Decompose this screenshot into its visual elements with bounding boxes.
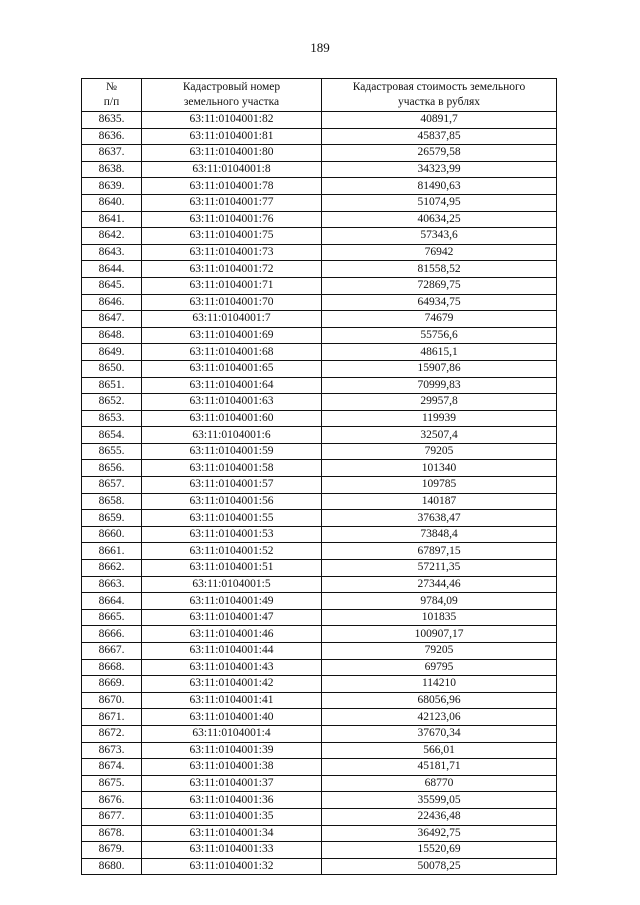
table-row [82,759,557,776]
cadastral-value: 32507,4 [322,427,557,444]
cadastral-number: 63:11:0104001:81 [142,128,322,145]
header-index-line2: п/п [103,96,120,108]
cadastral-number: 63:11:0104001:56 [142,493,322,510]
row-index: 8659. [82,510,142,527]
cadastral-value: 26579,58 [322,145,557,162]
cadastral-number: 63:11:0104001:80 [142,145,322,162]
header-cadastral-number-line2: земельного участка [183,96,280,108]
cadastral-number: 63:11:0104001:58 [142,460,322,477]
row-index: 8662. [82,560,142,577]
table-row [82,742,557,759]
cadastral-value: 35599,05 [322,792,557,809]
row-index: 8641. [82,211,142,228]
cadastral-value: 114210 [322,676,557,693]
table-row [82,725,557,742]
table-row [82,261,557,278]
row-index: 8679. [82,842,142,859]
cadastral-value: 74679 [322,311,557,328]
cadastral-value: 45837,85 [322,128,557,145]
cadastral-value: 27344,46 [322,576,557,593]
cadastral-number: 63:11:0104001:78 [142,178,322,195]
cadastral-value: 50078,25 [322,858,557,875]
cadastral-number: 63:11:0104001:37 [142,775,322,792]
cadastral-value: 64934,75 [322,294,557,311]
table-row [82,692,557,709]
row-index: 8667. [82,643,142,660]
cadastral-number: 63:11:0104001:70 [142,294,322,311]
row-index: 8658. [82,493,142,510]
cadastral-number: 63:11:0104001:72 [142,261,322,278]
table-row [82,394,557,411]
table-row [82,277,557,294]
row-index: 8655. [82,443,142,460]
cadastral-value: 79205 [322,443,557,460]
cadastral-number: 63:11:0104001:51 [142,560,322,577]
row-index: 8656. [82,460,142,477]
cadastral-number: 63:11:0104001:36 [142,792,322,809]
row-index: 8657. [82,477,142,494]
row-index: 8672. [82,725,142,742]
table-row [82,775,557,792]
row-index: 8661. [82,543,142,560]
cadastral-number: 63:11:0104001:76 [142,211,322,228]
table-row [82,410,557,427]
row-index: 8643. [82,244,142,261]
cadastral-number: 63:11:0104001:59 [142,443,322,460]
row-index: 8665. [82,609,142,626]
cadastral-number: 63:11:0104001:7 [142,311,322,328]
cadastral-value: 42123,06 [322,709,557,726]
cadastral-number: 63:11:0104001:60 [142,410,322,427]
row-index: 8670. [82,692,142,709]
table-body [82,112,557,875]
table-row [82,477,557,494]
table-row [82,842,557,859]
cadastral-value: 101340 [322,460,557,477]
cadastral-value: 70999,83 [322,377,557,394]
cadastral-value: 140187 [322,493,557,510]
cadastral-number: 63:11:0104001:6 [142,427,322,444]
cadastral-value: 9784,09 [322,593,557,610]
table-row [82,211,557,228]
cadastral-value: 15907,86 [322,360,557,377]
cadastral-value: 68056,96 [322,692,557,709]
row-index: 8640. [82,194,142,211]
row-index: 8663. [82,576,142,593]
table-row [82,493,557,510]
table-header [82,79,557,112]
cadastral-value: 15520,69 [322,842,557,859]
cadastral-number: 63:11:0104001:8 [142,161,322,178]
cadastral-value: 36492,75 [322,825,557,842]
table-row [82,145,557,162]
row-index: 8668. [82,659,142,676]
cadastral-number: 63:11:0104001:33 [142,842,322,859]
row-index: 8647. [82,311,142,328]
row-index: 8675. [82,775,142,792]
table-row [82,825,557,842]
table-row [82,609,557,626]
row-index: 8639. [82,178,142,195]
table-row [82,294,557,311]
table-row [82,659,557,676]
table-row [82,377,557,394]
row-index: 8660. [82,526,142,543]
cadastral-number: 63:11:0104001:73 [142,244,322,261]
page-number: 189 [310,40,330,55]
cadastral-value: 57343,6 [322,228,557,245]
header-row [82,79,557,112]
row-index: 8669. [82,676,142,693]
table-row [82,128,557,145]
row-index: 8637. [82,145,142,162]
row-index: 8654. [82,427,142,444]
row-index: 8677. [82,808,142,825]
row-index: 8674. [82,759,142,776]
row-index: 8642. [82,228,142,245]
cadastral-number: 63:11:0104001:34 [142,825,322,842]
cadastral-value: 34323,99 [322,161,557,178]
cadastral-number: 63:11:0104001:4 [142,725,322,742]
cadastral-number: 63:11:0104001:52 [142,543,322,560]
cadastral-number: 63:11:0104001:43 [142,659,322,676]
cadastral-number: 63:11:0104001:53 [142,526,322,543]
cadastral-value: 119939 [322,410,557,427]
cadastral-number: 63:11:0104001:57 [142,477,322,494]
row-index: 8635. [82,112,142,129]
row-index: 8671. [82,709,142,726]
table-row [82,194,557,211]
cadastral-number: 63:11:0104001:32 [142,858,322,875]
cadastral-number: 63:11:0104001:55 [142,510,322,527]
row-index: 8645. [82,277,142,294]
cadastral-value: 72869,75 [322,277,557,294]
cadastral-value: 55756,6 [322,327,557,344]
cadastral-value: 57211,35 [322,560,557,577]
cadastral-number: 63:11:0104001:47 [142,609,322,626]
cadastral-number: 63:11:0104001:64 [142,377,322,394]
table-row [82,510,557,527]
table-row [82,460,557,477]
table-row [82,808,557,825]
cadastral-number: 63:11:0104001:77 [142,194,322,211]
row-index: 8676. [82,792,142,809]
cadastral-value: 37670,34 [322,725,557,742]
cadastral-value: 67897,15 [322,543,557,560]
table-row [82,576,557,593]
row-index: 8652. [82,394,142,411]
cadastral-value: 81490,63 [322,178,557,195]
table-row [82,112,557,129]
cadastral-number: 63:11:0104001:69 [142,327,322,344]
cadastral-value: 109785 [322,477,557,494]
table-row [82,228,557,245]
table-row [82,360,557,377]
cadastral-number: 63:11:0104001:38 [142,759,322,776]
cadastral-number: 63:11:0104001:42 [142,676,322,693]
table-row [82,543,557,560]
table-row [82,327,557,344]
table-row [82,676,557,693]
row-index: 8653. [82,410,142,427]
table-row [82,311,557,328]
cadastral-value: 40891,7 [322,112,557,129]
cadastral-value: 81558,52 [322,261,557,278]
cadastral-value: 79205 [322,643,557,660]
header-index [82,79,142,112]
cadastral-value: 100907,17 [322,626,557,643]
row-index: 8636. [82,128,142,145]
table-row [82,443,557,460]
table-row [82,858,557,875]
cadastral-number: 63:11:0104001:39 [142,742,322,759]
row-index: 8666. [82,626,142,643]
table-row [82,709,557,726]
cadastral-value: 51074,95 [322,194,557,211]
header-cadastral-value-line2: участка в рублях [397,96,480,108]
cadastral-value: 48615,1 [322,344,557,361]
row-index: 8651. [82,377,142,394]
row-index: 8648. [82,327,142,344]
header-index-line1: № [106,81,117,93]
cadastral-value: 68770 [322,775,557,792]
row-index: 8646. [82,294,142,311]
cadastral-number: 63:11:0104001:65 [142,360,322,377]
row-index: 8644. [82,261,142,278]
table-row [82,178,557,195]
table-row [82,626,557,643]
cadastral-number: 63:11:0104001:46 [142,626,322,643]
cadastral-number: 63:11:0104001:75 [142,228,322,245]
cadastral-number: 63:11:0104001:63 [142,394,322,411]
row-index: 8650. [82,360,142,377]
cadastral-number: 63:11:0104001:44 [142,643,322,660]
cadastral-number: 63:11:0104001:49 [142,593,322,610]
row-index: 8664. [82,593,142,610]
cadastral-value: 69795 [322,659,557,676]
table-row [82,526,557,543]
table-row [82,427,557,444]
table-row [82,643,557,660]
cadastral-value: 101835 [322,609,557,626]
cadastral-value: 22436,48 [322,808,557,825]
cadastral-number: 63:11:0104001:41 [142,692,322,709]
table-row [82,244,557,261]
cadastral-value: 566,01 [322,742,557,759]
row-index: 8673. [82,742,142,759]
row-index: 8680. [82,858,142,875]
header-cadastral-value-line1: Кадастровая стоимость земельного [352,81,526,93]
cadastral-value: 73848,4 [322,526,557,543]
header-cadastral-value [322,79,557,112]
row-index: 8678. [82,825,142,842]
table-row [82,560,557,577]
cadastral-value: 40634,25 [322,211,557,228]
table-row [82,344,557,361]
table-row [82,593,557,610]
cadastral-number: 63:11:0104001:35 [142,808,322,825]
cadastral-value: 45181,71 [322,759,557,776]
cadastral-number: 63:11:0104001:68 [142,344,322,361]
cadastral-number: 63:11:0104001:82 [142,112,322,129]
cadastral-number: 63:11:0104001:71 [142,277,322,294]
cadastral-value: 29957,8 [322,394,557,411]
header-cadastral-number [142,79,322,112]
cadastral-value: 37638,47 [322,510,557,527]
table-row [82,161,557,178]
row-index: 8638. [82,161,142,178]
cadastral-value-table [81,78,557,875]
row-index: 8649. [82,344,142,361]
table-row [82,792,557,809]
cadastral-value: 76942 [322,244,557,261]
cadastral-number: 63:11:0104001:5 [142,576,322,593]
cadastral-number: 63:11:0104001:40 [142,709,322,726]
header-cadastral-number-line1: Кадастровый номер [182,81,281,93]
